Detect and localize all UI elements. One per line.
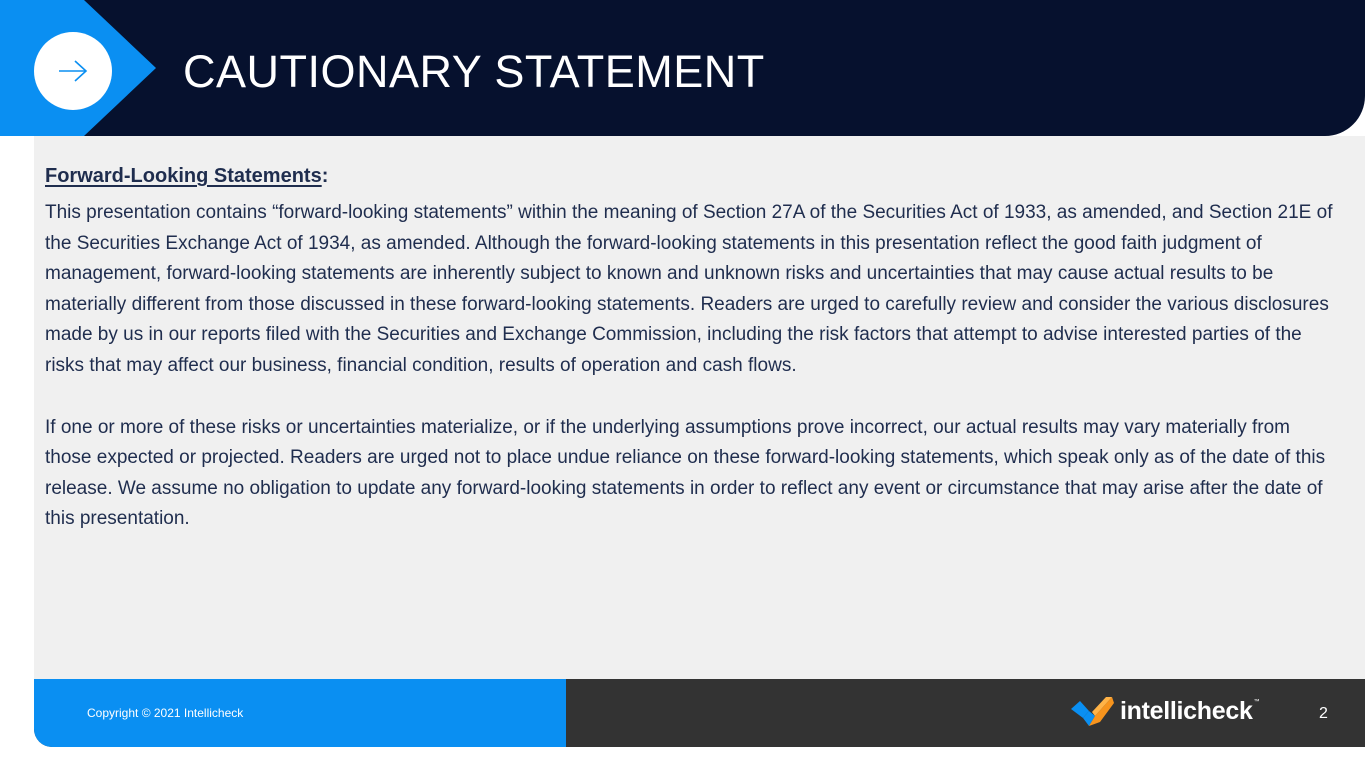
brand-name: intellicheck — [1120, 696, 1253, 725]
slide-title: CAUTIONARY STATEMENT — [183, 46, 765, 97]
paragraph-forward-looking: This presentation contains “forward-looking statements” within the meaning of Section 27A of the Securities Act of 1933, as amended, and Section 21E of the Securities Exchange Act of 1934, as amended. Although the forward-looking statements in this presentation reflect the good faith judgment of management, forward-looking statements are inherently subject to known and unknown risks and uncertainties that may cause actual results to be materially different from those discussed in these forward-looking statements. Readers are urged to carefully review and consider the various disclosures made by us in our reports filed with the Securities and Exchange Commission, including the risk factors that attempt to advise interested parties of the risks that may affect our business, financial condition, results of operation and cash flows. — [45, 202, 1333, 376]
paragraph-risks: If one or more of these risks or uncertainties materialize, or if the underlying assumptions prove incorrect, our actual results may vary materially from those expected or projected. Readers are urged not to place undue reliance on these forward-looking statements, which speak only as of the date of this release. We assume no obligation to update any forward-looking statements in order to reflect any event or circumstance that may arise after the date of this presentation. — [45, 416, 1326, 530]
brand-logo — [1070, 693, 1260, 729]
copyright-text: Copyright © 2021 Intellicheck — [87, 706, 244, 720]
section-heading-colon: : — [321, 165, 329, 187]
header-icon-badge — [34, 32, 112, 110]
section-heading-text: Forward-Looking Statements — [45, 165, 322, 187]
slide-content — [34, 136, 1365, 679]
arrow-right-icon — [56, 59, 90, 83]
footer-blue-band — [34, 679, 566, 747]
page-number: 2 — [1319, 705, 1328, 722]
section-heading — [45, 162, 1335, 190]
trademark-symbol: ™ — [1253, 699, 1260, 705]
content-body — [45, 162, 1335, 535]
slide-footer — [34, 679, 1365, 747]
slide-header — [0, 0, 1365, 136]
checkmark-logo-icon — [1070, 694, 1114, 728]
